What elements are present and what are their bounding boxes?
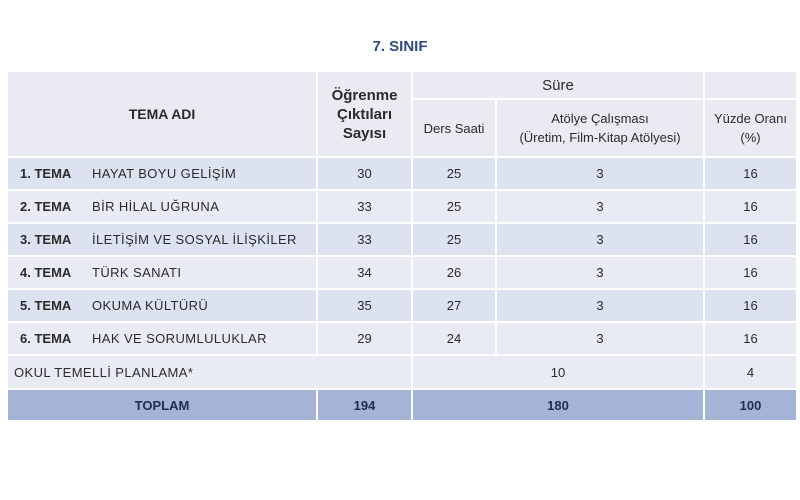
ogrenme-ciktilari-header — [317, 71, 412, 157]
yuzde-top-blank — [704, 71, 797, 99]
tema-name: BİR HİLAL UĞRUNA — [92, 199, 220, 214]
atolye-cell: 3 — [496, 322, 704, 355]
ogrenme-line-1: Öğrenme — [331, 86, 398, 104]
header-row-1 — [7, 71, 797, 99]
table-row — [7, 157, 797, 190]
atolye-cell: 3 — [496, 289, 704, 322]
tema-number: 6. TEMA — [20, 331, 72, 346]
table-row — [7, 256, 797, 289]
ders-saati-cell: 25 — [412, 157, 496, 190]
okul-temelli-sure: 10 — [412, 355, 704, 389]
table-row — [7, 289, 797, 322]
tema-name: HAK VE SORUMLULUKLAR — [92, 331, 267, 346]
page-title: 7. SINIF — [372, 38, 428, 55]
toplam-row — [7, 389, 797, 421]
ders-saati-cell: 25 — [412, 223, 496, 256]
tema-cell — [7, 223, 317, 256]
toplam-yuzde: 100 — [704, 389, 797, 421]
yuzde-cell: 16 — [704, 322, 797, 355]
ders-saati-cell: 25 — [412, 190, 496, 223]
ogrenme-line-2: Çıktıları — [336, 105, 393, 123]
yuzde-header — [704, 99, 797, 157]
tema-name: İLETİŞİM VE SOSYAL İLİŞKİLER — [92, 232, 297, 247]
table-row — [7, 223, 797, 256]
yuzde-cell: 16 — [704, 256, 797, 289]
atolye-cell: 3 — [496, 190, 704, 223]
tema-number: 4. TEMA — [20, 265, 72, 280]
yuzde-cell: 16 — [704, 190, 797, 223]
ciktilar-cell: 34 — [317, 256, 412, 289]
toplam-ciktilar: 194 — [317, 389, 412, 421]
tema-number: 5. TEMA — [20, 298, 72, 313]
ders-saati-header: Ders Saati — [412, 99, 496, 157]
ders-saati-cell: 24 — [412, 322, 496, 355]
atolye-cell: 3 — [496, 157, 704, 190]
atolye-line-2: (Üretim, Film-Kitap Atölyesi) — [519, 130, 681, 145]
yuzde-line-1: Yüzde Oranı — [714, 111, 787, 126]
tema-table — [6, 70, 798, 422]
ders-saati-cell: 26 — [412, 256, 496, 289]
ogrenme-line-3: Sayısı — [342, 124, 387, 142]
okul-temelli-row — [7, 355, 797, 389]
yuzde-line-2: (%) — [740, 130, 761, 145]
tema-name: TÜRK SANATI — [92, 265, 182, 280]
table-row — [7, 190, 797, 223]
ciktilar-cell: 33 — [317, 190, 412, 223]
toplam-label: TOPLAM — [7, 389, 317, 421]
tema-cell — [7, 157, 317, 190]
ciktilar-cell: 30 — [317, 157, 412, 190]
okul-temelli-label: OKUL TEMELLİ PLANLAMA* — [7, 355, 412, 389]
atolye-line-1: Atölye Çalışması — [551, 111, 649, 126]
tema-number: 2. TEMA — [20, 199, 72, 214]
tema-name: OKUMA KÜLTÜRÜ — [92, 298, 209, 313]
atolye-cell: 3 — [496, 223, 704, 256]
ciktilar-cell: 29 — [317, 322, 412, 355]
tema-name: HAYAT BOYU GELİŞİM — [92, 166, 237, 181]
tema-adi-header: TEMA ADI — [7, 71, 317, 157]
atolye-header — [496, 99, 704, 157]
yuzde-cell: 16 — [704, 289, 797, 322]
tema-cell — [7, 256, 317, 289]
tema-cell — [7, 289, 317, 322]
atolye-cell: 3 — [496, 256, 704, 289]
okul-temelli-yuzde: 4 — [704, 355, 797, 389]
tema-number: 3. TEMA — [20, 232, 72, 247]
ciktilar-cell: 35 — [317, 289, 412, 322]
yuzde-cell: 16 — [704, 223, 797, 256]
tema-cell — [7, 190, 317, 223]
tema-number: 1. TEMA — [20, 166, 72, 181]
sure-header: Süre — [412, 71, 704, 99]
tema-cell — [7, 322, 317, 355]
table-row — [7, 322, 797, 355]
yuzde-cell: 16 — [704, 157, 797, 190]
toplam-sure: 180 — [412, 389, 704, 421]
ciktilar-cell: 33 — [317, 223, 412, 256]
ders-saati-cell: 27 — [412, 289, 496, 322]
